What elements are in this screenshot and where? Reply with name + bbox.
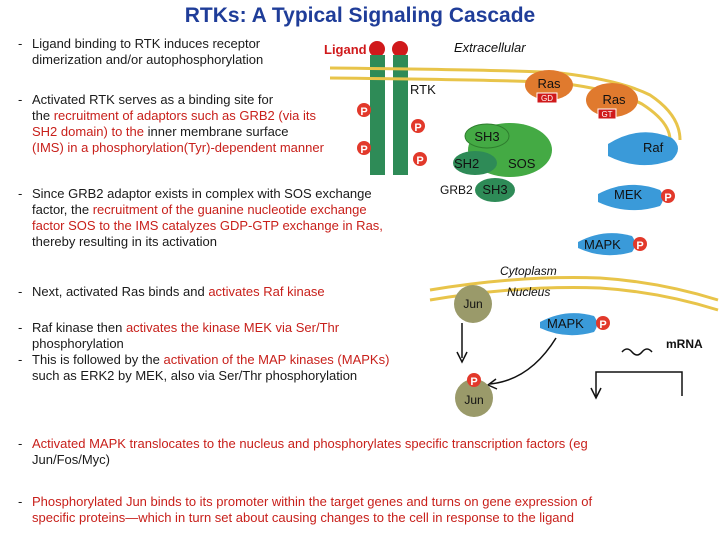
bullet-text: specific proteins—which in turn set about causing changes to the cell in response to the ligand [32,510,574,525]
bullet-text: recruitment of the guanine nucleotide exchange [92,202,367,217]
bullet-dash: - [18,494,23,509]
bullet-text: the [32,108,54,123]
bullet-dash: - [18,284,23,299]
mapk-cytoplasm-label: MAPK [584,237,621,252]
svg-text:P: P [664,192,672,204]
svg-text:P: P [414,122,422,134]
svg-text:P: P [599,319,607,331]
receptor-left [370,55,385,175]
svg-text:P: P [470,376,478,388]
grb2-label: GRB2 [440,183,473,197]
extracellular-label: Extracellular [454,40,526,55]
bullet-text: activates Raf kinase [208,284,325,299]
ligand-label: Ligand [324,42,367,57]
mrna-wave [622,349,652,355]
bullet-text: activates the kinase MEK via Ser/Thr [125,320,340,335]
bullet-dash: - [18,320,23,335]
rtk-label: RTK [410,82,436,97]
bullet-text: Since GRB2 adaptor exists in complex with SOS exchange [32,186,372,201]
svg-text:P: P [360,106,368,118]
page-title: RTKs: A Typical Signaling Cascade [184,4,536,27]
mrna-label: mRNA [666,337,703,351]
svg-text:P: P [636,240,644,252]
mapk-to-jun-arrow [488,338,556,389]
svg-text:P: P [416,155,424,167]
gtp-tag-label: GT [601,110,613,119]
phospho-rtk-1 [357,103,371,118]
bullet-text: Ligand binding to RTK induces receptor [32,36,261,51]
cytoplasm-label: Cytoplasm [500,264,557,278]
sh3-bottom-label: SH3 [482,182,508,197]
bullet-text: (IMS) in a phosphorylation(Tyr)-dependent manner [32,140,324,155]
bullet-text: This is followed by the [32,352,164,367]
bullet-text: dimerization and/or autophosphorylation [32,52,264,67]
bullet-text: SH2 domain) to the [32,124,148,139]
bullet-text: Activated RTK serves as a binding site for [32,92,274,107]
ras-gtp-label: Ras [602,92,626,107]
phospho-mapk-nucleus [596,316,610,331]
bullet-text: activation of the MAP kinases (MAPKs) [163,352,390,367]
bullet-text: phosphorylation [32,336,124,351]
bullet-dash: - [18,92,23,107]
receptor-right [393,55,408,175]
bullet-text: Activated MAPK translocates to the nucleus and phosphorylates specific transcription factors (eg [32,436,588,451]
bullet-dash: - [18,436,23,451]
phospho-rtk-4 [413,152,427,167]
mapk-nucleus-label: MAPK [547,316,584,331]
nucleus-label: Nucleus [507,285,551,299]
bullet-text: Phosphorylated Jun binds to its promoter within the target genes and turns on gene expression of [32,494,593,509]
sos-label: SOS [508,156,536,171]
bullet-text: recruitment of adaptors such as GRB2 (via its [53,108,316,123]
bullet-dash: - [18,36,23,51]
sh3-top-label: SH3 [474,129,500,144]
mek-label: MEK [614,187,643,202]
bullet-text: Jun/Fos/Myc) [32,452,111,467]
bullet-text: Raf kinase then [32,320,126,335]
jun-to-nucleus-arrow [457,323,467,362]
bullet-text: thereby resulting in its activation [32,234,217,249]
phospho-mek [661,189,675,204]
gdp-tag-label: GD [541,94,553,103]
phospho-mapk-cytoplasm [633,237,647,252]
jun-label: Jun [463,297,483,311]
ligand-right [392,41,408,57]
bullet-text: factor SOS to the IMS catalyzes GDP-GTP exchange in Ras, [32,218,383,233]
sh2-label: SH2 [454,156,480,171]
ligand-left [369,41,385,57]
bullet-dash: - [18,352,23,367]
gene-expression-bracket [591,372,682,398]
bullet-text: such as ERK2 by MEK, also via Ser/Thr phosphorylation [32,368,358,383]
phospho-rtk-2 [411,119,425,134]
phospho-rtk-3 [357,141,371,156]
jun-phosphorylated-label: Jun [464,393,484,407]
svg-text:P: P [360,144,368,156]
bullet-text: Next, activated Ras binds and [32,284,209,299]
bullet-dash: - [18,186,23,201]
raf-label: Raf [643,140,664,155]
bullet-text: factor, the [32,202,93,217]
ras-gdp-label: Ras [537,76,561,91]
bullet-text: inner membrane surface [147,124,289,139]
